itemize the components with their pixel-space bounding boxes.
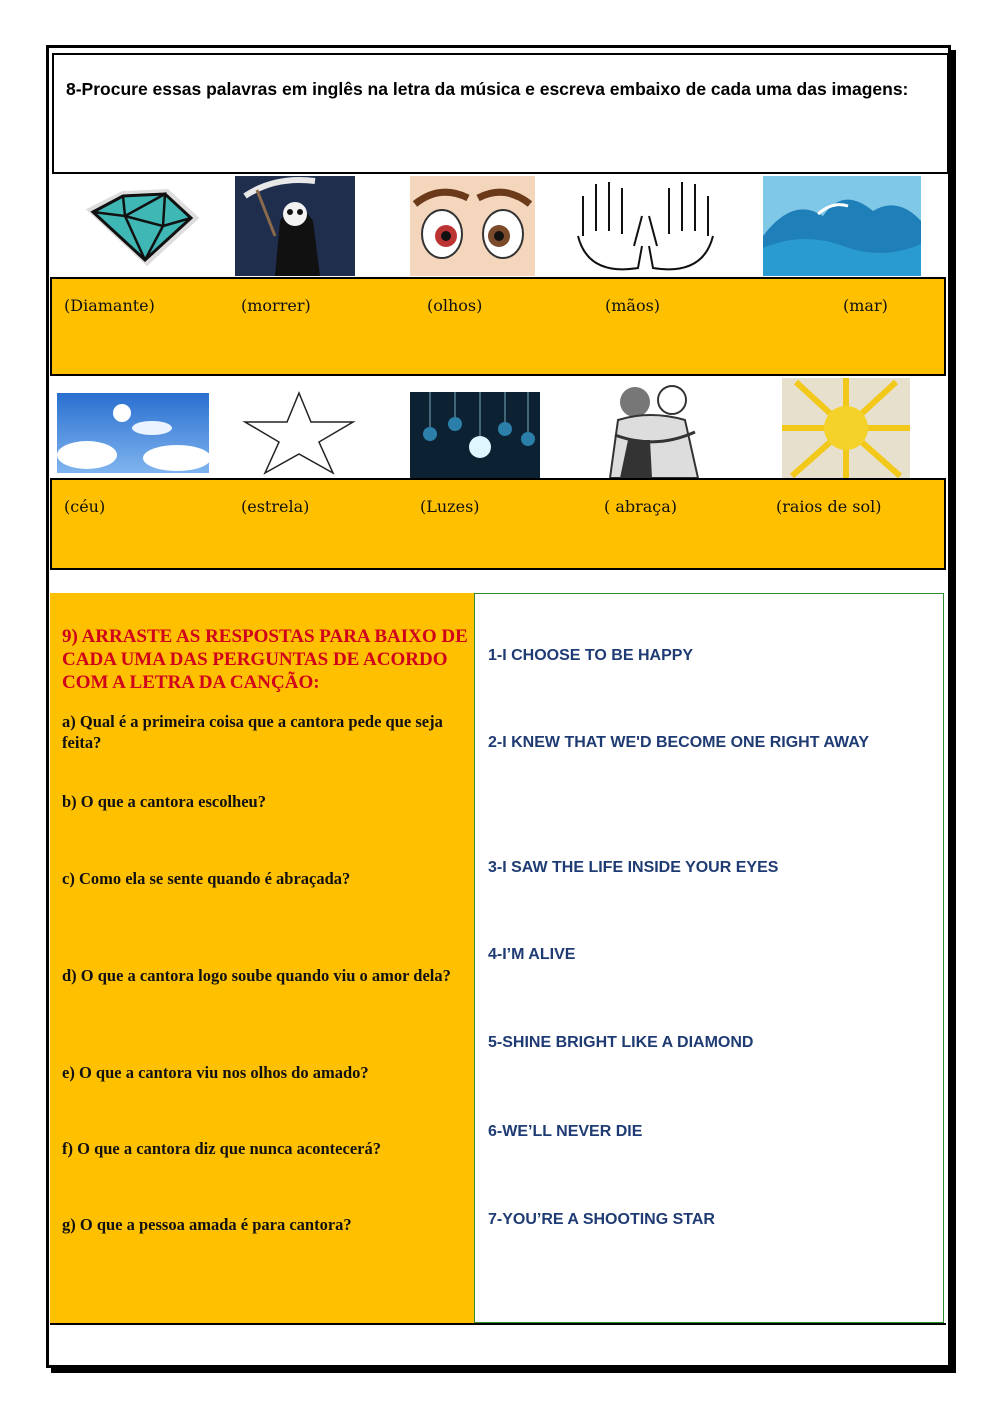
label-ceu: (céu) [64,497,106,516]
answer-5[interactable]: 5-SHINE BRIGHT LIKE A DIAMOND [488,1034,754,1051]
label-abraca: ( abraça) [604,497,678,516]
question-e: e) O que a cantora viu nos olhos do amado? [62,1063,369,1082]
section8-title: 8-Procure essas palavras em inglês na letra da música e escreva embaixo de cada uma das imagens: [66,79,909,99]
label-luzes: (Luzes) [420,497,480,516]
question-d: d) O que a cantora logo soube quando viu o amor dela? [62,966,451,985]
sun-rays-icon [782,378,910,478]
answer-7[interactable]: 7-YOU’RE A SHOOTING STAR [488,1211,715,1228]
label-raios-de-sol: (raios de sol) [776,497,882,516]
label-olhos: (olhos) [427,296,483,315]
label-bar-row2 [50,478,946,570]
section8-header-box [52,53,949,174]
label-diamante: (Diamante) [64,296,155,315]
bottom-divider [50,1323,946,1325]
label-mar: (mar) [843,296,888,315]
diamond-icon [85,188,200,268]
answer-3[interactable]: 3-I SAW THE LIFE INSIDE YOUR EYES [488,859,779,876]
hug-icon [590,380,720,478]
eyes-icon [410,176,535,276]
section9-title: 9) ARRASTE AS RESPOSTAS PARA BAIXO DE CADA UMA DAS PERGUNTAS DE ACORDO COM A LETRA DA CANÇÃO: [62,626,468,693]
question-f: f) O que a cantora diz que nunca acontecerá? [62,1139,381,1158]
sky-icon [57,393,209,473]
wave-icon [763,176,921,276]
light-bulbs-icon [410,392,540,478]
label-morrer: (morrer) [241,296,311,315]
question-g: g) O que a pessoa amada é para cantora? [62,1215,352,1234]
question-c: c) Como ela se sente quando é abraçada? [62,869,351,888]
star-icon [241,390,357,475]
label-bar-row1 [50,277,946,376]
question-a: a) Qual é a primeira coisa que a cantora pede que seja feita? [62,712,443,752]
question-b: b) O que a cantora escolheu? [62,792,266,811]
answer-1[interactable]: 1-I CHOOSE TO BE HAPPY [488,647,694,664]
answer-6[interactable]: 6-WE’LL NEVER DIE [488,1123,643,1140]
grim-reaper-icon [235,176,355,276]
answer-4[interactable]: 4-I’M ALIVE [488,946,576,963]
label-estrela: (estrela) [241,497,310,516]
label-maos: (mãos) [605,296,661,315]
hands-icon [568,176,723,276]
answer-2[interactable]: 2-I KNEW THAT WE'D BECOME ONE RIGHT AWAY [488,734,869,751]
